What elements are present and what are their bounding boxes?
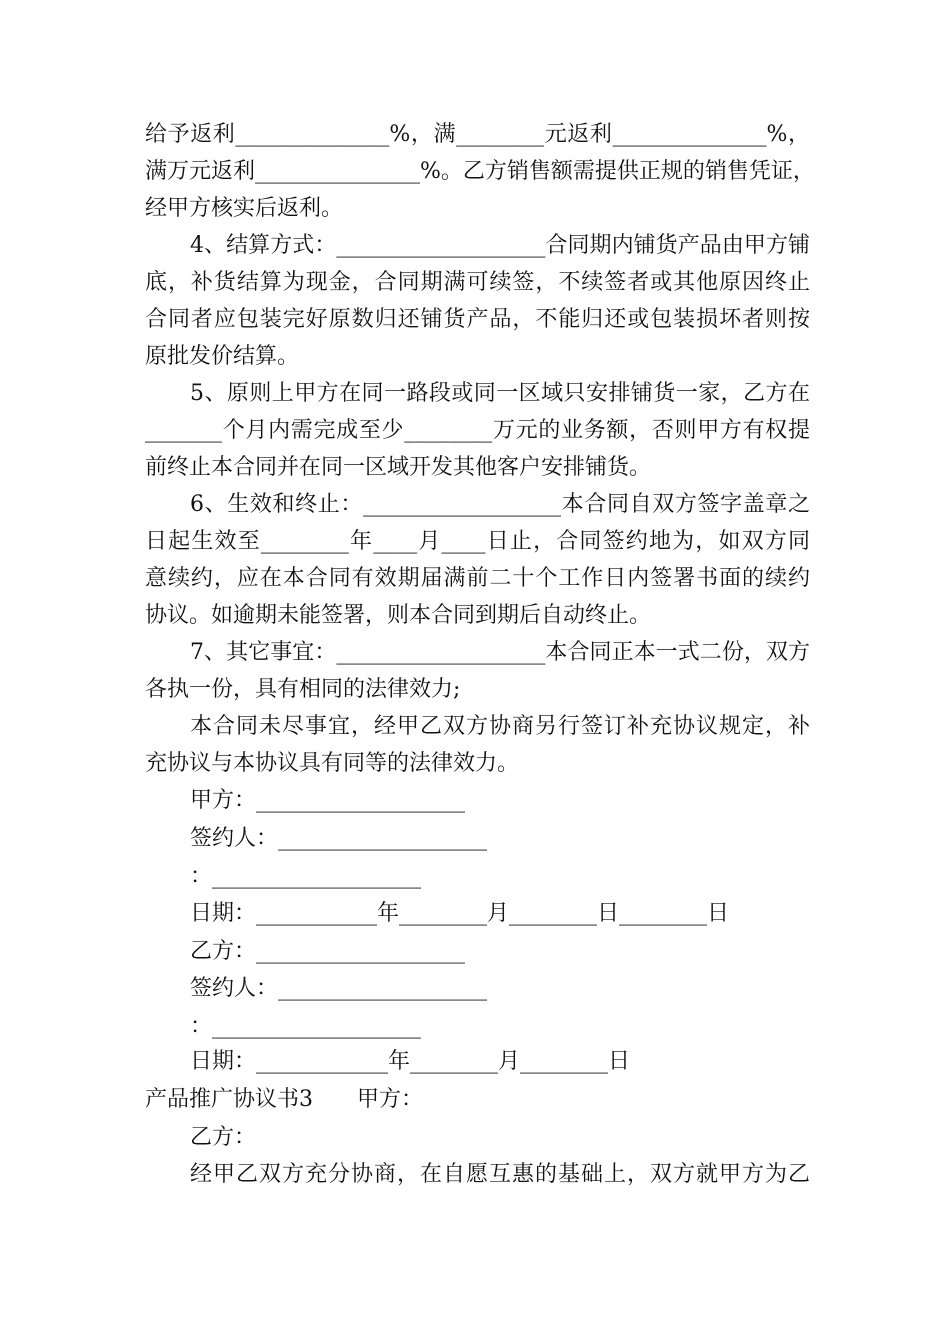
signature-field-signer-a: 签约人：___________________ bbox=[190, 826, 488, 851]
text-line: 经甲方核实后返利。 bbox=[145, 196, 344, 221]
text-line: 本合同未尽事宜，经甲乙双方协商另行签订补充协议规定，补 bbox=[190, 714, 810, 739]
date-field-b: 日期：____________年________月________日 bbox=[190, 1049, 631, 1074]
text-line: 5、原则上甲方在同一路段或同一区域只安排铺货一家，乙方在 bbox=[190, 381, 810, 406]
text-line: 充协议与本协议具有同等的法律效力。 bbox=[145, 751, 520, 776]
signature-field-party-b: 乙方：___________________ bbox=[190, 939, 466, 964]
text-line: 底，补货结算为现金，合同期满可续签，不续签者或其他原因终止 bbox=[145, 270, 810, 295]
text-line: 协议。如逾期未能签署，则本合同到期后自动终止。 bbox=[145, 603, 652, 628]
text-line: 意续约，应在本合同有效期届满前二十个工作日内签署书面的续约 bbox=[145, 566, 810, 591]
text-line: 原批发价结算。 bbox=[145, 344, 300, 369]
signature-field-party-a: 甲方：___________________ bbox=[190, 788, 466, 813]
text-line: 合同者应包装完好原数归还铺货产品，不能归还或包装损坏者则按 bbox=[145, 307, 810, 332]
text-line: 4、结算方式：___________________合同期内铺货产品由甲方铺 bbox=[190, 233, 810, 258]
signature-field-signer-b: 签约人：___________________ bbox=[190, 976, 488, 1001]
text-line: 各执一份，具有相同的法律效力; bbox=[145, 677, 461, 702]
signature-field-blank-b: ：___________________ bbox=[190, 1014, 422, 1039]
party-b-line: 乙方： bbox=[190, 1125, 257, 1150]
date-field-a: 日期：___________年________月________日________日 bbox=[190, 901, 730, 926]
text-line: 满万元返利_______________%。乙方销售额需提供正规的销售凭证， bbox=[145, 159, 815, 184]
text-line: 6、生效和终止：__________________本合同自双方签字盖章之 bbox=[190, 492, 810, 517]
section-heading: 产品推广协议书3 甲方： bbox=[145, 1087, 423, 1112]
text-line: _______个月内需完成至少________万元的业务额，否则甲方有权提 bbox=[145, 418, 810, 443]
signature-field-blank-a: ：___________________ bbox=[190, 864, 422, 889]
text-line: 前终止本合同并在同一区域开发其他客户安排铺货。 bbox=[145, 455, 652, 480]
text-line: 日起生效至________年____月____日止，合同签约地为，如双方同 bbox=[145, 529, 810, 554]
text-line: 给予返利______________%，满________元返利______________%， bbox=[145, 122, 810, 147]
text-line: 7、其它事宜：___________________本合同正本一式二份，双方 bbox=[190, 640, 810, 665]
text-line: 经甲乙双方充分协商，在自愿互惠的基础上，双方就甲方为乙 bbox=[190, 1162, 810, 1187]
